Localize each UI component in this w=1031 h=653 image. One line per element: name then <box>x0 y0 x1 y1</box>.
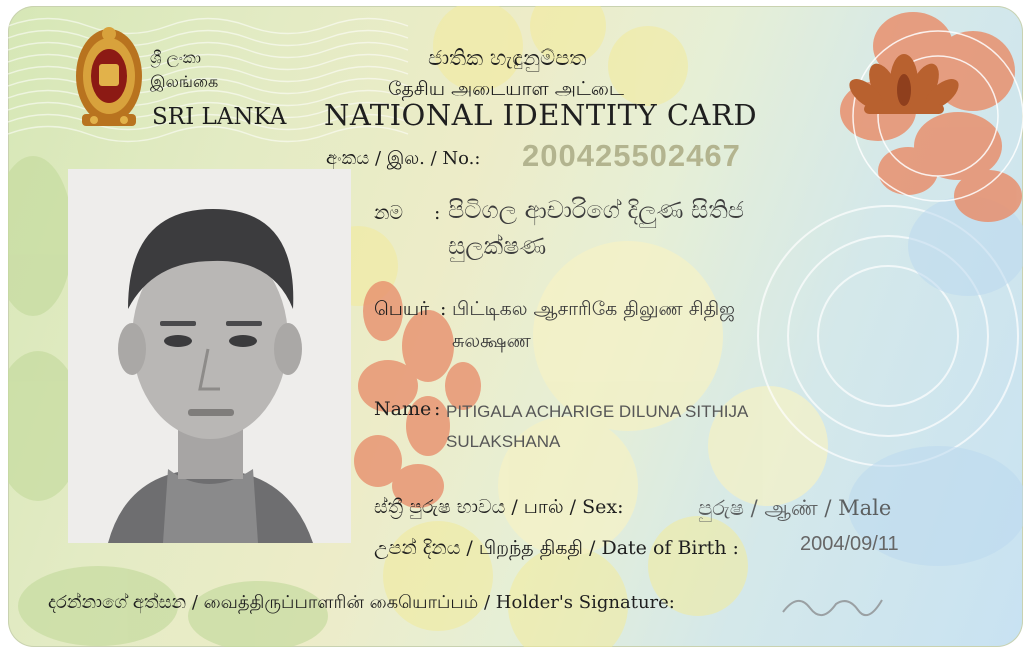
name-english-line2: SULAKSHANA <box>446 432 561 451</box>
title-sinhala: ජාතික හැඳුනුම්පත <box>428 46 587 70</box>
name-sinhala-line1: පිටිගල ආචාරිගේ දිලුණ සිතිජ <box>448 196 745 224</box>
id-number-label: අංකය / இல. / No.: <box>326 148 481 169</box>
holder-signature <box>778 586 888 622</box>
name-english-line1: PITIGALA ACHARIGE DILUNA SITHIJA <box>446 402 749 421</box>
dob-value: 2004/09/11 <box>800 533 899 555</box>
holder-signature-label: දරන්නාගේ අත්සන / வைத்திருப்பாளரின் கையொப்பம் / Holder's Signature: <box>48 592 675 613</box>
name-sinhala-label: නම <box>374 202 404 224</box>
lotus-emblem-icon <box>844 40 964 120</box>
label-colon: : <box>440 298 447 320</box>
name-tamil-line2: சுலக்ஷண <box>452 330 531 352</box>
name-tamil-label: பெயர் <box>374 298 430 320</box>
card-title: NATIONAL IDENTITY CARD <box>324 98 758 132</box>
name-english-label: Name <box>374 398 432 420</box>
dob-label: උපන් දිනය / பிறந்த திகதி / Date of Birth : <box>374 537 739 559</box>
title-tamil: தேசிய அடையாள அட்டை <box>388 78 625 100</box>
brand-sinhala: ශ්‍රී ලංකා <box>150 48 202 67</box>
name-sinhala-line2: සුලක්ෂණ <box>448 232 547 260</box>
sri-lanka-emblem-icon <box>72 22 146 130</box>
name-tamil-line1: பிட்டிகல ஆசாரிகே திலுண சிதிஜ <box>452 298 736 320</box>
portrait-image <box>68 169 351 543</box>
sex-label: ස්ත්‍රී පුරුෂ භාවය / பால் / Sex: <box>374 496 624 518</box>
id-number-value: 200425502467 <box>522 138 741 173</box>
brand-tamil: இலங்கை <box>150 72 219 91</box>
brand-english: SRI LANKA <box>152 104 287 130</box>
id-card <box>8 6 1023 647</box>
holder-photo <box>68 169 351 543</box>
sex-value: පුරුෂ / ஆண் / Male <box>698 496 892 520</box>
label-colon: : <box>434 398 441 420</box>
label-colon: : <box>434 202 441 224</box>
